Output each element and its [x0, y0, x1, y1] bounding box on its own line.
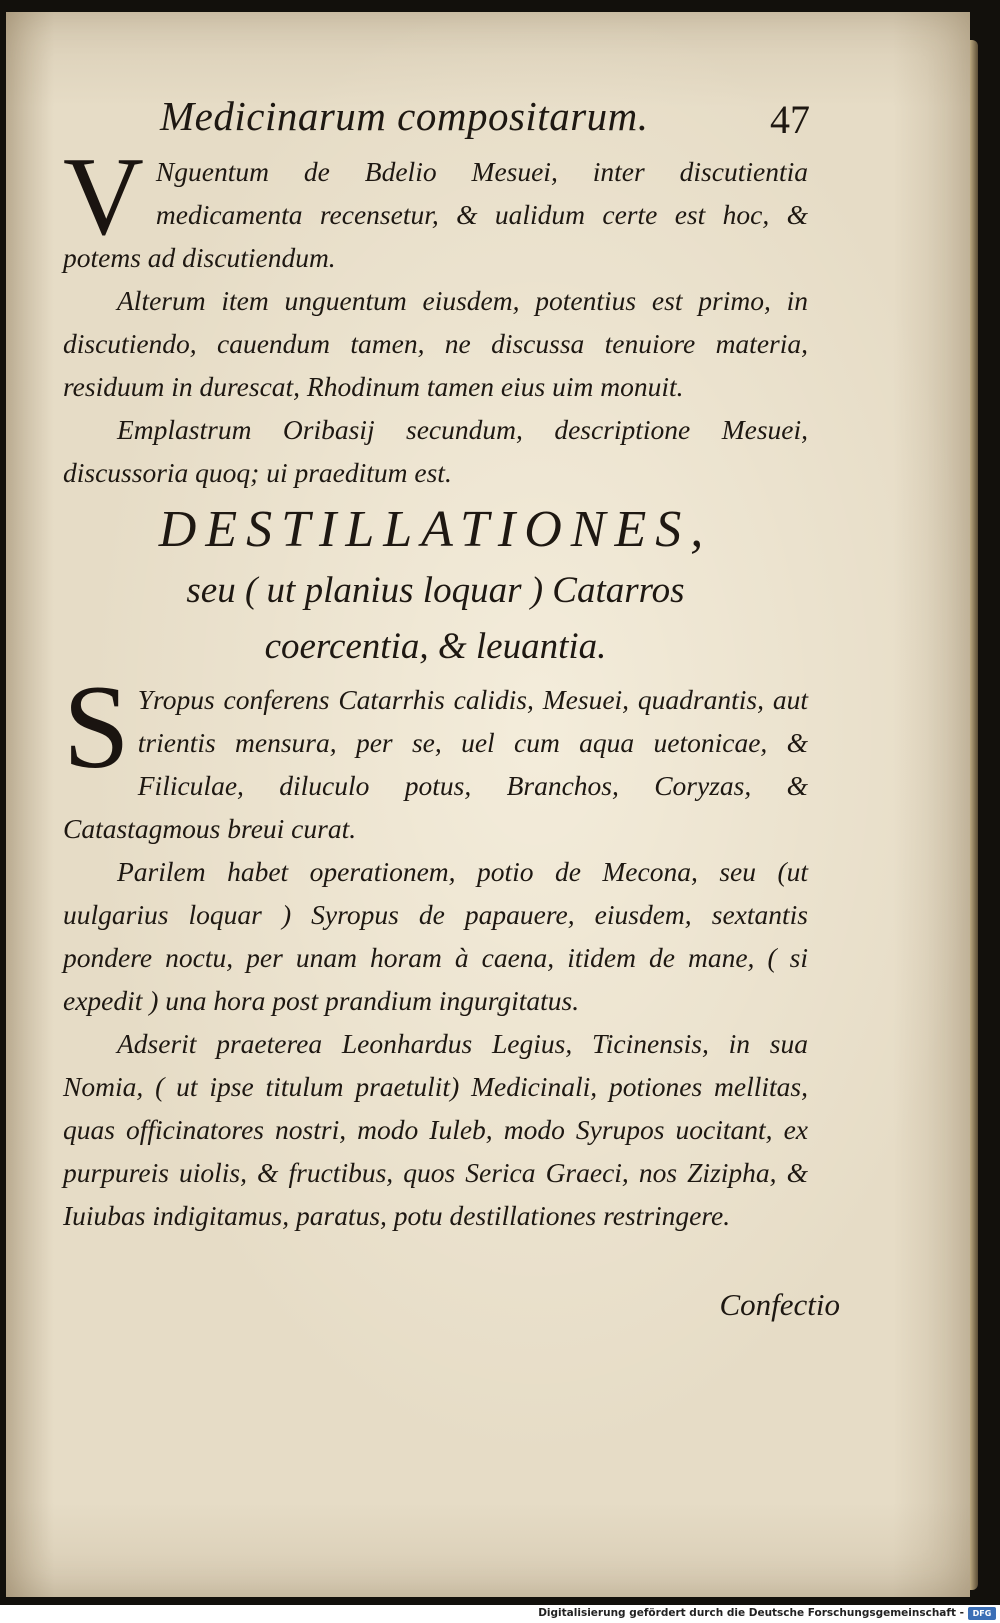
paragraph-text: Alterum item unguentum eiusdem, potentius est primo, in discutiendo, cauendum tamen, ne discussa tenuiore materia, residuum in durescat, Rhodinum tamen eius uim monuit. — [63, 285, 808, 402]
paragraph — [63, 279, 808, 408]
dfg-badge-label: DFG — [972, 1609, 992, 1618]
paragraph-text: Nguentum de Bdelio Mesuei, inter discutientia medicamenta recensetur, & ualidum certe est hoc, & potems ad discutiendum. — [63, 156, 808, 273]
paragraph — [63, 1022, 808, 1237]
heading-subtitle-line: coercentia, & leuantia. — [264, 626, 607, 667]
paragraph-text: Emplastrum Oribasij secundum, descriptione Mesuei, discussoria quoq; ui praeditum est. — [63, 414, 808, 488]
heading-title: DESTILLATIONES, — [158, 501, 713, 558]
paragraph-text: Yropus conferens Catarrhis calidis, Mesuei, quadrantis, aut trientis mensura, per se, uel cum aqua uetonicae, & Filiculae, diluculo potus, Branchos, Coryzas, & Catastagmous breui curat. — [63, 684, 808, 844]
paragraph — [63, 135, 808, 279]
page-header — [160, 92, 810, 152]
drop-cap-v: V — [63, 135, 144, 259]
catchword: Confectio — [719, 1287, 840, 1322]
paragraph — [63, 850, 808, 1022]
paragraph — [63, 408, 808, 494]
digitization-footer — [0, 1605, 1000, 1623]
heading-subtitle-line: seu ( ut planius loquar ) Catarros — [186, 570, 685, 611]
section-heading — [63, 497, 808, 675]
paragraph — [63, 660, 808, 850]
funding-credit: Digitalisierung gefördert durch die Deutsche Forschungsgemeinschaft - — [538, 1607, 964, 1619]
paragraph-text: Adserit praeterea Leonhardus Legius, Ticinensis, in sua Nomia, ( ut ipse titulum praetulit) Medicinali, potiones mellitas, quas officinatores nostri, modo Iuleb, modo Syrupos uocitant, ex purpureis uiolis, & fructibus, quos Serica Graeci, nos Zizipha, & Iuiubas indigitamus, paratus, potu destillationes restringere. — [63, 1028, 808, 1231]
text-block-bottom — [63, 660, 808, 1237]
dfg-logo-icon — [968, 1607, 996, 1620]
running-head: Medicinarum compositarum. — [160, 93, 649, 139]
drop-cap-s: S — [63, 660, 130, 793]
page-number: 47 — [770, 97, 810, 142]
text-block-top — [63, 135, 808, 494]
paragraph-text: Parilem habet operationem, potio de Mecona, seu (ut uulgarius loquar ) Syropus de papauere, eiusdem, sextantis pondere noctu, per unam horam à caena, itidem de mane, ( si expedit ) una hora post prandium ingurgitatus. — [63, 856, 808, 1016]
